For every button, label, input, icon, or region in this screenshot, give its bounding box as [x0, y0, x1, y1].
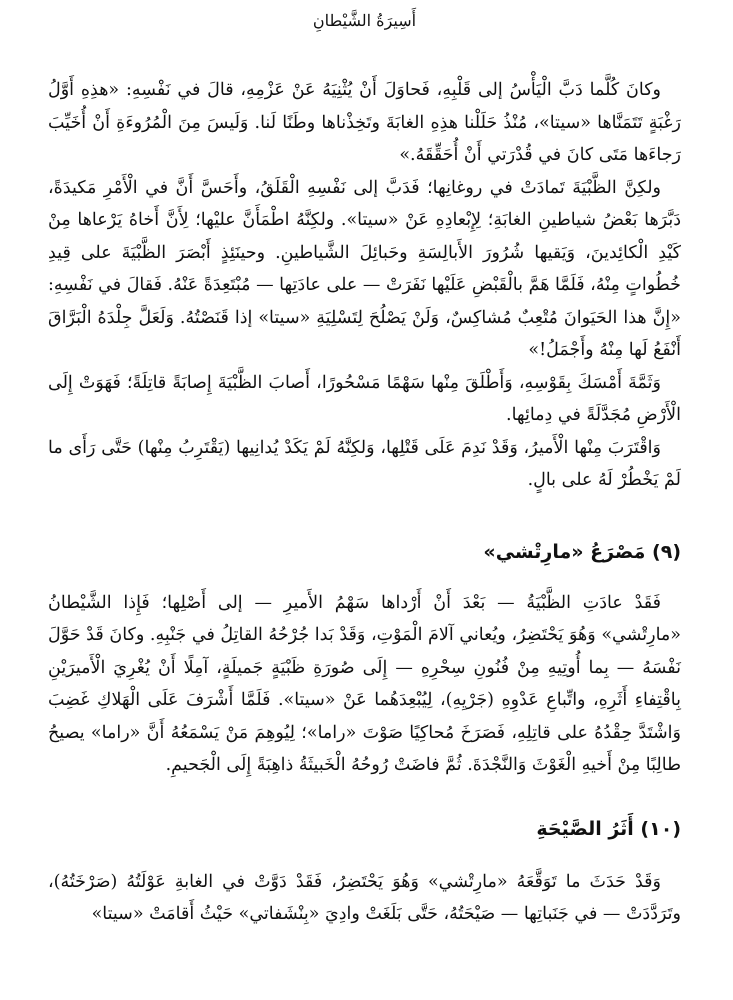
paragraph: وَقَدْ حَدَثَ ما تَوَقَّعَهُ «مارِتْشي» وَهُوَ يَحْتَضِرُ، فَقَدْ دَوَّتْ في الغابةِ عَوْلَتُهُ (صَرْخَتُهُ)، وتَرَدَّدَتْ — في جَنَباتِها — صَيْحَتُهُ، حَتَّى بَلَغَتْ وادِيَ «بِنْشَفاتي» حَيْثُ أَقامَتْ «سيتا»: [48, 871, 681, 924]
paragraph: ولكِنَّ الظَّبْيَةَ تَمادَتْ في روغانِها؛ فَدَبَّ إلى نَفْسِهِ الْقَلَقُ، وأَحَسَّ أَنَّ في الْأَمْرِ مَكيدَةً، دَبَّرَها بَعْضُ شياطينِ الغابَةِ؛ لِإِبْعادِهِ عَنْ «سيتا». ولكِنَّهُ اطْمَأَنَّ عليْها؛ لِأَنَّ أَخاهُ يَرْعاها مِنْ كَيْدِ الْكائِدينَ، وَيَقيها شُرُورَ الأَبالِسَةِ وحَبائِلَ الشَّياطينِ. وحينَئِذٍ أَبْصَرَ الظَّبْيَةَ على قِيدِ خُطُواتٍ مِنْهُ، فَلَمَّا هَمَّ بالْقَبْضِ عَلَيْها نَفَرَتْ — على عادَتِها — مُبْتَعِدَةً عَنْهُ. فَقالَ في نَفْسِهِ: «إِنَّ هذا الحَيَوانَ مُتْعِبٌ مُشاكِسٌ، وَلَنْ يَصْلُحَ لِتَسْلِيَةِ «سيتا» إذا قَنَصْتُهُ. وَلَعَلَّ جِلْدَهُ الْبَرَّاقَ أَنْفَعُ لَها مِنْهُ وأَجْمَلُ!»: [48, 177, 681, 360]
section-heading-9: (٩) مَصْرَعُ «مارِتْشي»: [483, 540, 681, 563]
running-title: أَسِيرَةُ الشَّيْطانِ: [312, 11, 417, 30]
section-9-text: [48, 587, 681, 782]
paragraph: وكانَ كُلَّما دَبَّ الْيَأْسُ إلى قَلْبِهِ، فَحاوَلَ أَنْ يُثْنِيَهُ عَنْ عَزْمِهِ، قالَ في نَفْسِهِ: «هذِهِ أَوَّلُ رَغْبَةٍ تَتَمَنَّاها «سيتا»، مُنْذُ حَلَلْنا هذِهِ الغابَةَ وتَخِذْناها وطَنًا لَنا. وَلَيسَ مِنَ الْمُرُوءَةِ أَنْ أُخَيِّبَ رَجاءَها مَتَى كانَ في قُدْرَتي أَنْ أُحَقِّقَهُ.»: [48, 80, 681, 165]
paragraph: فَقَدْ عادَتِ الظَّبْيَةُ — بَعْدَ أَنْ أَرْداها سَهْمُ الأَميرِ — إلى أَصْلِها؛ فَإِذا الشَّيْطانُ «مارِتْشي» وَهُوَ يَحْتَضِرُ، ويُعاني آلامَ الْمَوْتِ، وَقَدْ بَدا جُرْحُهُ القاتِلُ في جَنْبِهِ. وكانَ قَدْ حَوَّلَ نَفْسَهُ — بِما أُوتِيهِ مِنْ فُنُونِ سِحْرِهِ — إِلَى صُورَةِ ظَبْيَةٍ جَميلَةٍ، آمِلًا أَنْ يُغْرِيَ الْأَميرَيْنِ بِاقْتِفاءِ أَثَرِهِ، واتِّباعِ عَدْوِهِ (جَرْيِهِ)، لِيُبْعِدَهُما عَنْ «سيتا». فَلَمَّا أَشْرَفَ عَلَى الْهَلاكِ غَضِبَ وَاشْتَدَّ حِقْدُهُ على قاتِلِهِ، فَصَرَخَ مُحاكِيًا صَوْتَ «راما»؛ لِيُوهِمَ مَنْ يَسْمَعُهُ أَنَّ «راما» يصيحُ طالِبًا مِنْ أَخيهِ الْغَوْثَ وَالنَّجْدَةَ. ثُمَّ فاضَتْ رُوحُهُ الْخَبيثَةُ ذاهِبَةً إِلَى الْجَحيمِ.: [48, 592, 681, 775]
paragraph: وَثَمَّةَ أَمْسَكَ بِقَوْسِهِ، وَأَطْلَقَ مِنْها سَهْمًا مَسْحُورًا، أَصابَ الظَّبْيَةَ إِصابَةً قاتِلَةً؛ فَهَوَتْ إِلَى الْأَرْضِ مُجَدَّلَةً في دِمائِها.: [48, 372, 681, 425]
section-heading-10: (١٠) أَثَرُ الصَّيْحَةِ: [536, 817, 681, 840]
previous-section-text: [48, 74, 681, 497]
paragraph: وَاقْتَرَبَ مِنْها الْأَميرُ، وَقَدْ نَدِمَ عَلَى قَتْلِها، وَلكِنَّهُ لَمْ يَكَدْ يُدانِيها (يَقْتَرِبُ مِنْها) حَتَّى رَأَى ما لَمْ يَخْطُرْ لَهُ على بالٍ.: [48, 437, 681, 490]
section-10-text: [48, 866, 681, 931]
